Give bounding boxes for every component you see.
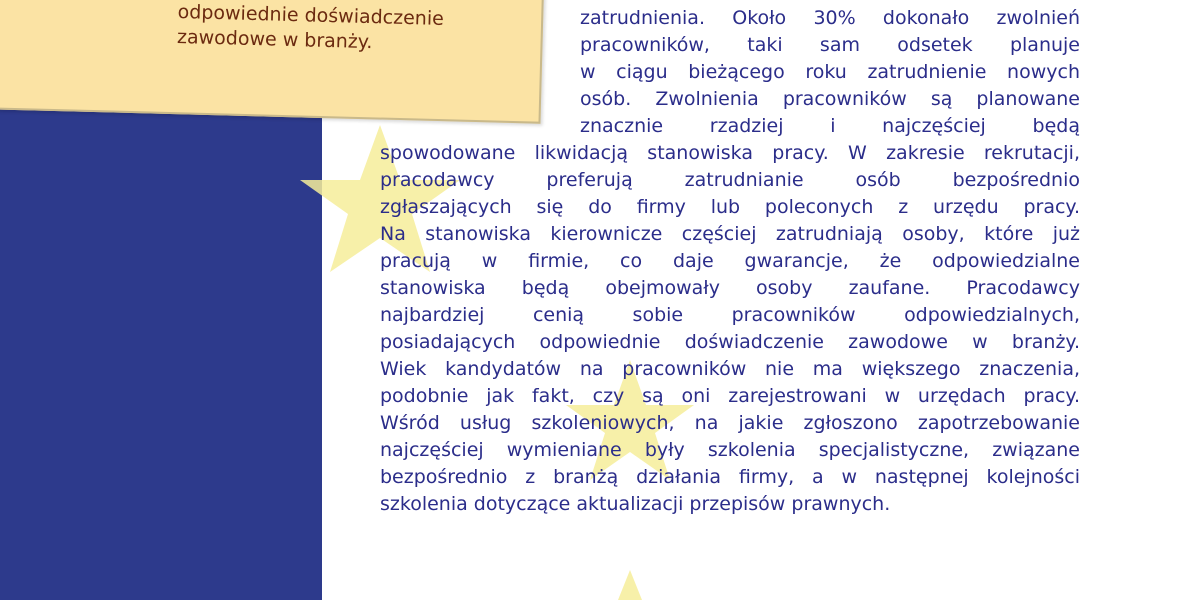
body-line: w ciągu bieżącego roku zatrudnienie nowych <box>580 61 1080 83</box>
body-line: pracodawcy preferują zatrudnianie osób bezpośrednio <box>380 169 1080 191</box>
body-line: stanowiska będą obejmowały osoby zaufane. Pracodawcy <box>380 277 1080 299</box>
body-line: szkolenia dotyczące aktualizacji przepisów prawnych. <box>380 493 891 515</box>
body-line: Na stanowiska kierownicze częściej zatrudniają osoby, które już <box>380 223 1080 245</box>
body-line: zatrudnienia. Około 30% dokonało zwolnień <box>580 7 1080 29</box>
body-line: posiadających odpowiednie doświadczenie zawodowe w branży. <box>380 331 1080 353</box>
body-line: najbardziej cenią sobie pracowników odpowiedzialnych, <box>380 304 1080 326</box>
body-line: najczęściej wymieniane były szkolenia specjalistyczne, związane <box>380 439 1080 461</box>
body-line: Wiek kandydatów na pracowników nie ma większego znaczenia, <box>380 358 1080 380</box>
body-line: pracowników, taki sam odsetek planuje <box>580 34 1080 56</box>
callout-line: zawodowe w branży. <box>176 25 373 54</box>
callout-text <box>177 0 518 59</box>
body-line: spowodowane likwidacją stanowiska pracy. W zakresie rekrutacji, <box>380 142 1080 164</box>
callout-line: odpowiednie doświadczenie <box>177 0 445 30</box>
body-line: bezpośrednio z branżą działania firmy, a w następnej kolejności <box>380 466 1080 488</box>
body-line: Wśród usług szkoleniowych, na jakie zgłoszono zapotrzebowanie <box>380 412 1080 434</box>
body-line: podobnie jak fakt, czy są oni zarejestrowani w urzędach pracy. <box>380 385 1080 407</box>
body-line: znacznie rzadziej i najczęściej będą <box>580 115 1080 137</box>
body-line: osób. Zwolnienia pracowników są planowane <box>580 88 1080 110</box>
body-line: zgłaszających się do firmy lub poleconych z urzędu pracy. <box>380 196 1080 218</box>
body-line: pracują w firmie, co daje gwarancje, że odpowiedzialne <box>380 250 1080 272</box>
star-icon <box>566 570 694 600</box>
